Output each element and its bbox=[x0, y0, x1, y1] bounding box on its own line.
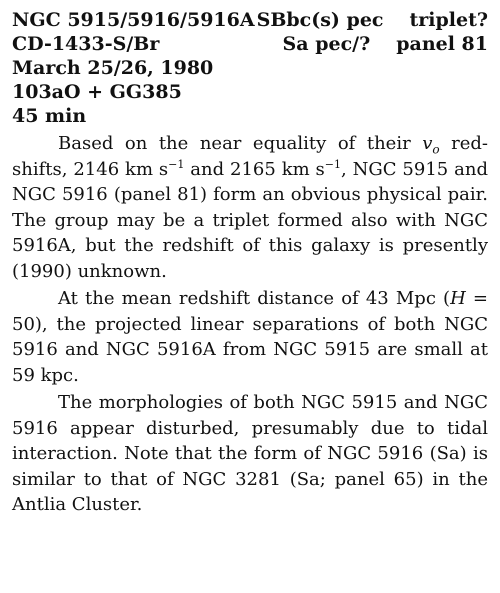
plate-id: CD-1433-S/Br bbox=[12, 33, 160, 55]
observation-date: March 25/26, 1980 bbox=[12, 57, 214, 79]
morphological-type-2: Sa pec/? bbox=[282, 33, 371, 55]
exposure-time: 45 min bbox=[12, 105, 87, 127]
group-type: triplet? bbox=[409, 9, 488, 31]
header-row-1 bbox=[12, 8, 488, 32]
hubble-constant-symbol: H bbox=[450, 288, 466, 309]
emulsion-filter: 103aO + GG385 bbox=[12, 81, 182, 103]
velocity-symbol: v bbox=[422, 133, 433, 154]
paragraph-1: Based on the near equality of their $v_o$ red-shifts, 2146 km $s^{-1}$ and 2165 km $s^{-1}$, NGC 5915 and NGC 5916 (panel 81) form an obvious physical pair. The group may be a triplet formed also with NGC 5916A, but the redshift of this galaxy is presently (1990) unknown. bbox=[12, 133, 488, 282]
panel-ref: panel 81 bbox=[396, 33, 488, 55]
header-row-2 bbox=[12, 32, 488, 56]
galaxy-name: NGC 5915/5916/5916A bbox=[12, 9, 255, 31]
paragraph-2: At the mean redshift distance of 43 Mpc (H = 50), the projected linear separations of both NGC 5916 and NGC 5916A from NGC 5915 are small at 59 kpc. bbox=[12, 288, 488, 386]
document-page bbox=[12, 8, 488, 518]
paragraph-3: The morphologies of both NGC 5915 and NGC 5916 appear disturbed, presumably due to tidal interaction. Note that the form of NGC 5916 (Sa) is similar to that of NGC 3281 (Sa; panel 65) in the Antlia Cluster. bbox=[12, 392, 488, 515]
morphological-type: SBbc(s) pec bbox=[256, 9, 384, 31]
